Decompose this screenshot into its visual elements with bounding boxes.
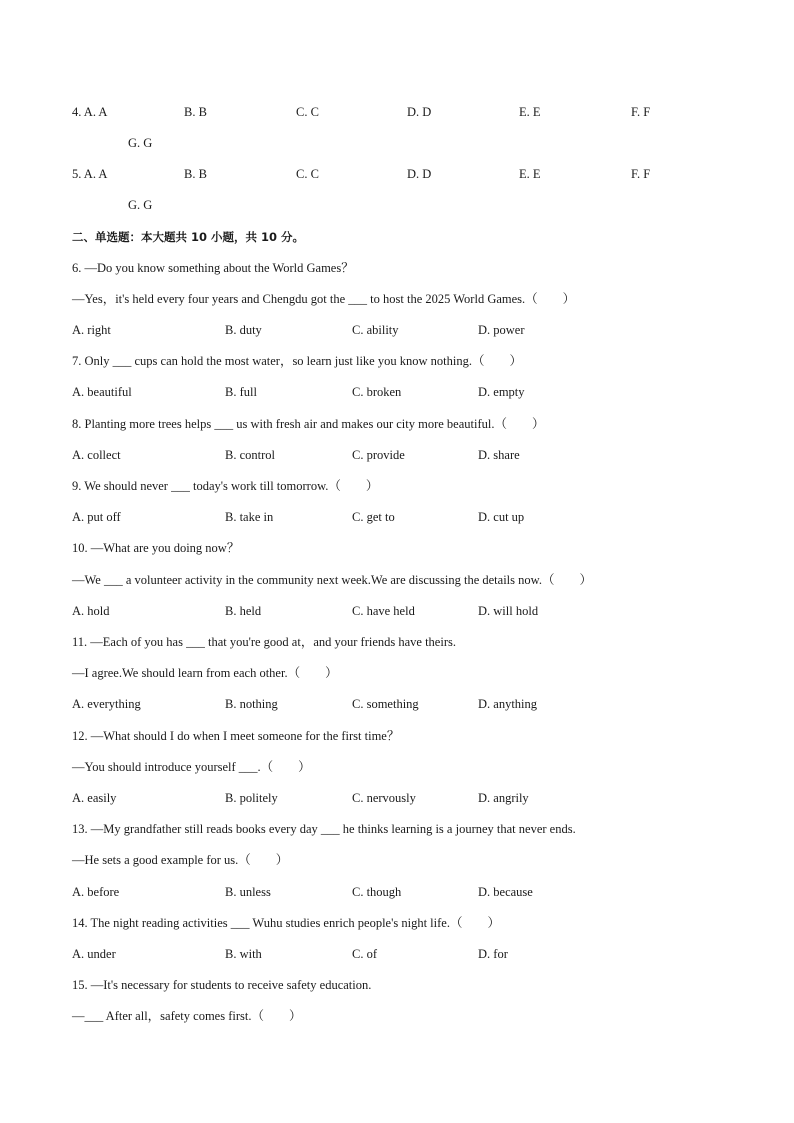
question-12-option-d: D. angrily [478, 791, 529, 805]
q5-option-c: C. C [296, 167, 319, 181]
question-7-line-1: 7. Only ___ cups can hold the most water，so learn just like you know nothing.（ ） [72, 354, 522, 368]
question-11-line-2: —I agree.We should learn from each other.（ ） [72, 666, 338, 680]
q5-option-b: B. B [184, 167, 207, 181]
question-6-option-a: A. right [72, 323, 111, 337]
question-9-option-d: D. cut up [478, 510, 525, 524]
question-6-option-b: B. duty [225, 323, 262, 337]
question-7-option-c: C. broken [352, 385, 402, 399]
question-11-option-c: C. something [352, 697, 419, 711]
question-12-option-a: A. easily [72, 791, 117, 805]
q4-option-c: C. C [296, 105, 319, 119]
question-13-option-c: C. though [352, 885, 402, 899]
question-12-line-2: —You should introduce yourself ___.（ ） [72, 760, 311, 774]
question-13-option-b: B. unless [225, 885, 271, 899]
question-9-line-1: 9. We should never ___ today's work till tomorrow.（ ） [72, 479, 379, 493]
question-7-option-b: B. full [225, 385, 257, 399]
question-10-option-d: D. will hold [478, 604, 539, 618]
q4-option-f: F. F [631, 105, 651, 119]
question-8-option-a: A. collect [72, 448, 121, 462]
question-11-line-1: 11. —Each of you has ___ that you're good at，and your friends have theirs. [72, 635, 456, 649]
question-12-option-c: C. nervously [352, 791, 416, 805]
q5-option-d: D. D [407, 167, 432, 181]
question-13-line-2: —He sets a good example for us.（ ） [72, 853, 289, 867]
q4-option-g: G. G [128, 136, 153, 150]
question-11-option-d: D. anything [478, 697, 538, 711]
section-heading: 二、单选题：本大题共 10 小题，共 10 分。 [72, 230, 305, 244]
question-10-option-b: B. held [225, 604, 262, 618]
question-12-option-b: B. politely [225, 791, 278, 805]
question-13-option-d: D. because [478, 885, 533, 899]
question-14-line-1: 14. The night reading activities ___ Wuhu studies enrich people's night life.（ ） [72, 916, 500, 930]
question-10-line-2: —We ___ a volunteer activity in the community next week.We are discussing the details now.（ ） [72, 573, 592, 587]
question-6-option-d: D. power [478, 323, 525, 337]
question-14-option-a: A. under [72, 947, 116, 961]
q4-option-e: E. E [519, 105, 541, 119]
question-15-line-1: 15. —It's necessary for students to receive safety education. [72, 978, 372, 992]
question-8-option-d: D. share [478, 448, 520, 462]
question-9-option-b: B. take in [225, 510, 274, 524]
question-14-option-b: B. with [225, 947, 262, 961]
q5-option-f: F. F [631, 167, 651, 181]
question-11-option-b: B. nothing [225, 697, 278, 711]
q5-option-e: E. E [519, 167, 541, 181]
question-10-option-c: C. have held [352, 604, 415, 618]
question-13-option-a: A. before [72, 885, 120, 899]
question-6-line-2: —Yes，it's held every four years and Chengdu got the ___ to host the 2025 World Games.（ ） [72, 292, 576, 306]
question-6-option-c: C. ability [352, 323, 399, 337]
question-15-line-2: —___ After all，safety comes first.（ ） [72, 1009, 302, 1023]
question-6-line-1: 6. —Do you know something about the World Games？ [72, 261, 354, 275]
question-14-option-d: D. for [478, 947, 508, 961]
question-14-option-c: C. of [352, 947, 377, 961]
question-9-option-a: A. put off [72, 510, 121, 524]
q4-option-a: 4. A. A [72, 105, 108, 119]
question-9-option-c: C. get to [352, 510, 395, 524]
question-12-line-1: 12. —What should I do when I meet someone for the first time？ [72, 729, 400, 743]
q5-option-a: 5. A. A [72, 167, 108, 181]
question-8-option-b: B. control [225, 448, 275, 462]
q4-option-d: D. D [407, 105, 432, 119]
q5-option-g: G. G [128, 198, 153, 212]
question-13-line-1: 13. —My grandfather still reads books every day ___ he thinks learning is a journey that never ends. [72, 822, 576, 836]
question-8-option-c: C. provide [352, 448, 405, 462]
question-7-option-d: D. empty [478, 385, 525, 399]
question-8-line-1: 8. Planting more trees helps ___ us with fresh air and makes our city more beautiful.（ ） [72, 417, 545, 431]
q4-option-b: B. B [184, 105, 207, 119]
question-7-option-a: A. beautiful [72, 385, 132, 399]
question-10-option-a: A. hold [72, 604, 110, 618]
question-10-line-1: 10. —What are you doing now？ [72, 541, 240, 555]
question-11-option-a: A. everything [72, 697, 141, 711]
